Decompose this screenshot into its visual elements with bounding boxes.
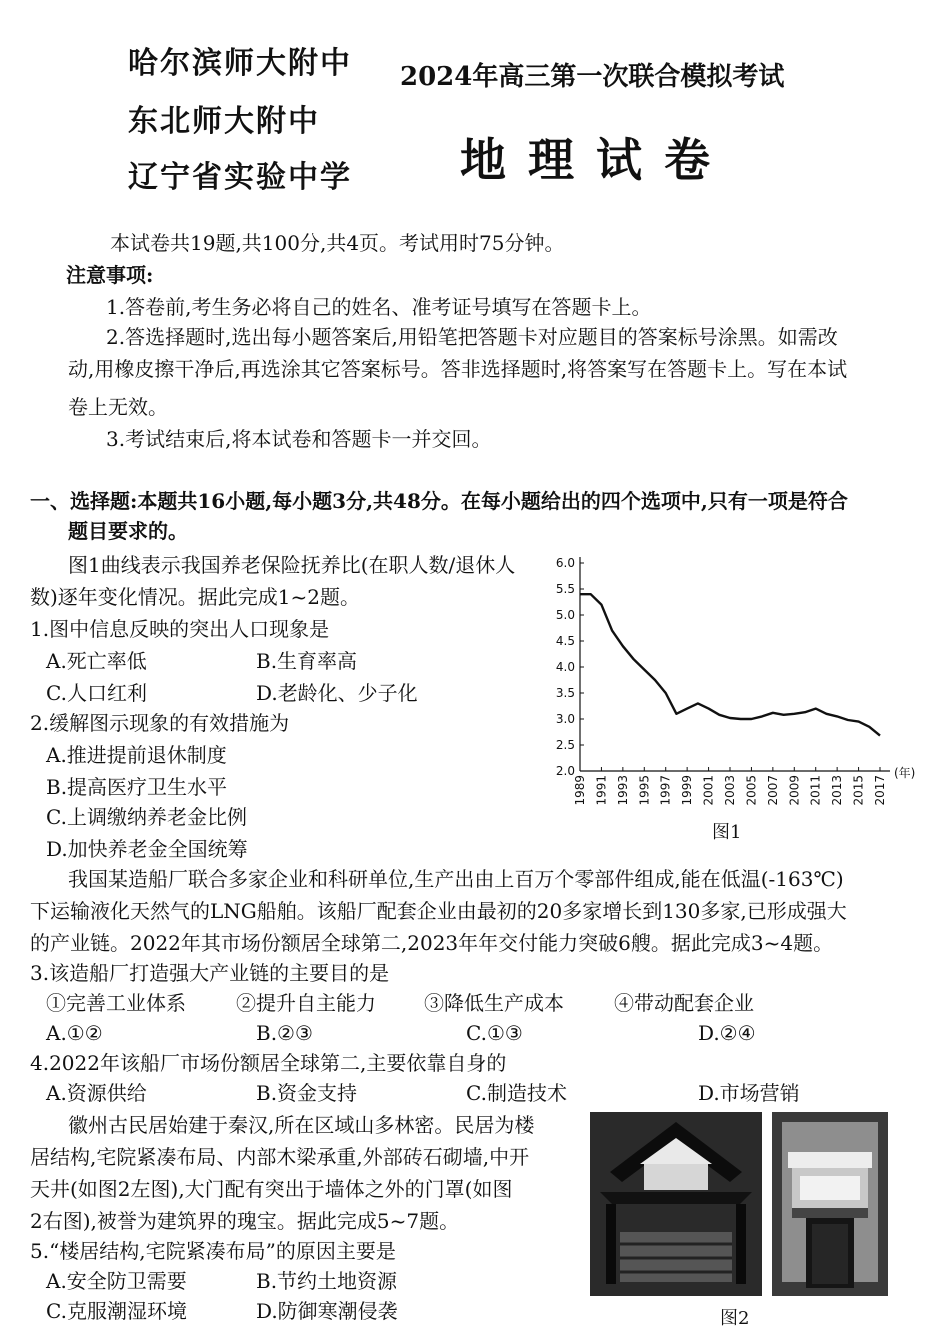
y-tick-label: 4.0 xyxy=(555,660,575,674)
section-heading: 一、选择题:本题共16小题,每小题3分,共48分。在每小题给出的四个选项中,只有一项是符合 xyxy=(30,489,848,513)
material-2-line-3: 的产业链。2022年其市场份额居全球第二,2023年年交付能力突破6艘。据此完成3~4题。 xyxy=(30,931,834,955)
q3-stem: 3.该造船厂打造强大产业链的主要目的是 xyxy=(30,961,390,985)
figure-2-right-photo-door-canopy xyxy=(772,1112,888,1296)
q3-item-3: ③降低生产成本 xyxy=(424,991,564,1015)
exam-title: 2024年高三第一次联合模拟考试 xyxy=(400,62,785,92)
x-tick-label: 2005 xyxy=(744,775,759,806)
note-2-cont: 动,用橡皮擦干净后,再选涂其它答案标号。答非选择题时,将答案写在答题卡上。写在本试 xyxy=(68,357,848,381)
x-tick-label: 1999 xyxy=(680,775,695,806)
q5-option-c: C.克服潮湿环境 xyxy=(46,1299,187,1323)
material-2-line-2: 下运输液化天然气的LNG船舶。该船厂配套企业由最初的20多家增长到130多家,已形成强大 xyxy=(30,899,847,923)
q5-option-b: B.节约土地资源 xyxy=(256,1269,398,1293)
q2-option-a: A.推进提前退休制度 xyxy=(46,743,227,767)
x-tick-label: 2011 xyxy=(808,775,823,806)
y-tick-label: 2.0 xyxy=(555,764,575,778)
x-tick-label: 2007 xyxy=(765,775,780,806)
series-line xyxy=(580,594,880,735)
figure-2-left-photo-courtyard xyxy=(590,1112,762,1296)
x-tick-label: 2017 xyxy=(873,775,887,806)
section-heading-cont: 题目要求的。 xyxy=(68,519,188,543)
note-1: 1.答卷前,考生务必将自己的姓名、准考证号填写在答题卡上。 xyxy=(106,295,652,319)
intro-text: 本试卷共19题,共100分,共4页。考试用时75分钟。 xyxy=(110,231,565,255)
x-tick-label: 1991 xyxy=(594,775,609,806)
x-tick-label: 2001 xyxy=(701,775,716,806)
x-tick-label: 1993 xyxy=(615,775,630,806)
q3-item-2: ②提升自主能力 xyxy=(236,991,376,1015)
note-2-end: 卷上无效。 xyxy=(68,395,168,419)
q4-option-c: C.制造技术 xyxy=(466,1081,567,1105)
q3-item-4: ④带动配套企业 xyxy=(614,991,754,1015)
subject-title: 地理试卷 xyxy=(460,133,732,187)
q3-option-c: C.①③ xyxy=(466,1021,523,1045)
note-2: 2.答选择题时,选出每小题答案后,用铅笔把答题卡对应题目的答案标号涂黑。如需改 xyxy=(106,325,838,349)
q4-stem: 4.2022年该船厂市场份额居全球第二,主要依靠自身的 xyxy=(30,1051,507,1075)
q4-option-a: A.资源供给 xyxy=(46,1081,147,1105)
x-tick-label: 2003 xyxy=(723,775,737,806)
x-tick-label: 2013 xyxy=(830,775,845,806)
q5-option-a: A.安全防卫需要 xyxy=(46,1269,187,1293)
material-2-line-1: 我国某造船厂联合多家企业和科研单位,生产出由上百万个零部件组成,能在低温(-163℃) xyxy=(68,867,844,891)
material-1-line-2: 数)逐年变化情况。据此完成1~2题。 xyxy=(30,585,361,609)
school-name-2: 东北师大附中 xyxy=(128,104,320,139)
y-tick-label: 4.5 xyxy=(555,634,575,648)
y-tick-label: 5.0 xyxy=(555,608,575,622)
y-tick-label: 6.0 xyxy=(555,556,575,570)
school-name-1: 哈尔滨师大附中 xyxy=(128,46,352,81)
q3-option-a: A.①② xyxy=(46,1021,103,1045)
q1-option-b: B.生育率高 xyxy=(256,649,358,673)
q3-item-1: ①完善工业体系 xyxy=(46,991,186,1015)
figure-1-chart xyxy=(540,545,920,820)
x-tick-label: 1997 xyxy=(658,775,673,806)
y-tick-label: 3.5 xyxy=(555,686,575,700)
q1-option-a: A.死亡率低 xyxy=(46,649,147,673)
q1-option-c: C.人口红利 xyxy=(46,681,147,705)
q2-option-c: C.上调缴纳养老金比例 xyxy=(46,805,247,829)
x-axis-label: (年) xyxy=(894,766,916,780)
school-name-3: 辽宁省实验中学 xyxy=(128,160,352,195)
q3-option-b: B.②③ xyxy=(256,1021,313,1045)
y-tick-label: 3.0 xyxy=(555,712,575,726)
material-3-line-1: 徽州古民居始建于秦汉,所在区域山多林密。民居为楼 xyxy=(68,1113,535,1137)
q5-stem: 5.“楼居结构,宅院紧凑布局”的原因主要是 xyxy=(30,1239,396,1263)
y-tick-label: 5.5 xyxy=(555,582,575,596)
x-tick-label: 1989 xyxy=(573,775,587,806)
material-1-line-1: 图1曲线表示我国养老保险抚养比(在职人数/退休人 xyxy=(68,553,516,577)
y-tick-label: 2.5 xyxy=(555,738,575,752)
figure-1-caption: 图1 xyxy=(712,822,742,843)
figure-2-caption: 图2 xyxy=(720,1308,750,1329)
q2-option-d: D.加快养老金全国统筹 xyxy=(46,837,248,861)
material-3-line-3: 天井(如图2左图),大门配有突出于墙体之外的门罩(如图 xyxy=(30,1177,513,1201)
q2-stem: 2.缓解图示现象的有效措施为 xyxy=(30,711,290,735)
material-3-line-2: 居结构,宅院紧凑布局、内部木梁承重,外部砖石砌墙,中开 xyxy=(30,1145,530,1169)
note-3: 3.考试结束后,将本试卷和答题卡一并交回。 xyxy=(106,427,492,451)
material-3-line-4: 2右图),被誉为建筑界的瑰宝。据此完成5~7题。 xyxy=(30,1209,460,1233)
q1-stem: 1.图中信息反映的突出人口现象是 xyxy=(30,617,330,641)
q2-option-b: B.提高医疗卫生水平 xyxy=(46,775,228,799)
x-tick-label: 2009 xyxy=(787,775,802,806)
q4-option-d: D.市场营销 xyxy=(698,1081,800,1105)
q4-option-b: B.资金支持 xyxy=(256,1081,358,1105)
x-tick-label: 1995 xyxy=(637,775,652,806)
q5-option-d: D.防御寒潮侵袭 xyxy=(256,1299,398,1323)
q1-option-d: D.老龄化、少子化 xyxy=(256,681,418,705)
notes-heading: 注意事项: xyxy=(66,263,154,287)
x-tick-label: 2015 xyxy=(851,775,866,806)
q3-option-d: D.②④ xyxy=(698,1021,756,1045)
